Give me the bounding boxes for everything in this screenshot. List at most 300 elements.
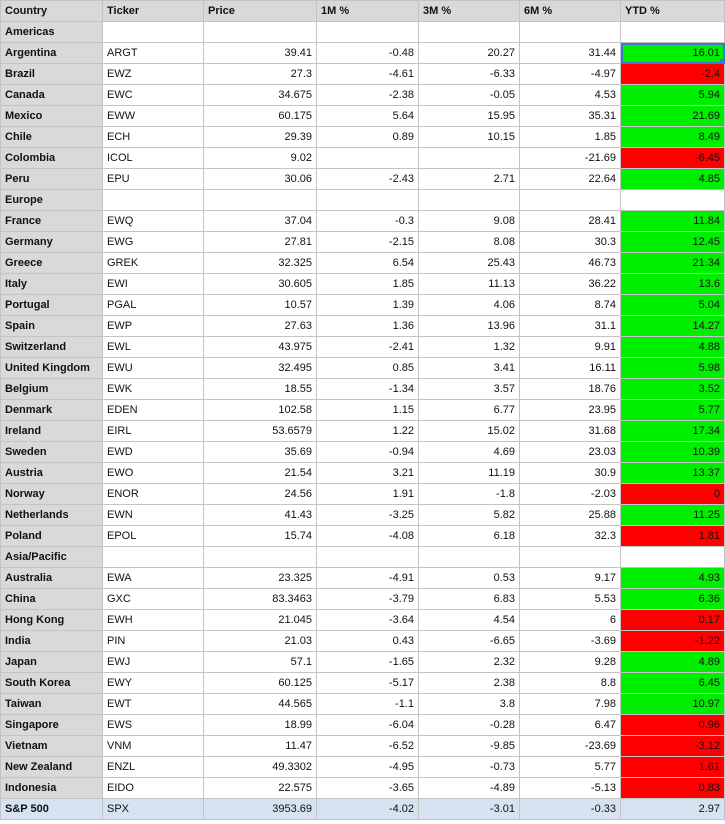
- country-cell[interactable]: Poland: [1, 526, 103, 547]
- price-cell[interactable]: 39.41: [204, 43, 317, 64]
- six-month-cell[interactable]: -5.13: [520, 778, 621, 799]
- three-month-cell[interactable]: 6.18: [419, 526, 520, 547]
- ytd-cell[interactable]: 0.17: [621, 610, 725, 631]
- table-row: [1, 127, 725, 148]
- three-month-cell[interactable]: 20.27: [419, 43, 520, 64]
- price-cell[interactable]: 32.495: [204, 358, 317, 379]
- ticker-cell[interactable]: EWH: [103, 610, 204, 631]
- six-month-cell[interactable]: 1.85: [520, 127, 621, 148]
- price-cell[interactable]: 24.56: [204, 484, 317, 505]
- one-month-cell[interactable]: -6.52: [317, 736, 419, 757]
- ytd-cell[interactable]: 1.61: [621, 757, 725, 778]
- country-cell[interactable]: Switzerland: [1, 337, 103, 358]
- six-month-cell[interactable]: 30.3: [520, 232, 621, 253]
- one-month-cell[interactable]: -3.25: [317, 505, 419, 526]
- ytd-cell[interactable]: -6.45: [621, 148, 725, 169]
- group-label-cell[interactable]: Europe: [1, 190, 103, 211]
- price-cell[interactable]: 34.675: [204, 85, 317, 106]
- price-cell[interactable]: 44.565: [204, 694, 317, 715]
- price-cell[interactable]: 27.3: [204, 64, 317, 85]
- table-row: [1, 442, 725, 463]
- ytd-cell[interactable]: 4.89: [621, 652, 725, 673]
- country-cell[interactable]: Vietnam: [1, 736, 103, 757]
- empty-cell[interactable]: [103, 22, 204, 43]
- ytd-cell[interactable]: 10.97: [621, 694, 725, 715]
- six-month-cell[interactable]: 9.17: [520, 568, 621, 589]
- table-row: [1, 421, 725, 442]
- six-month-cell[interactable]: 7.98: [520, 694, 621, 715]
- three-month-cell[interactable]: 4.06: [419, 295, 520, 316]
- ticker-cell[interactable]: ICOL: [103, 148, 204, 169]
- one-month-cell[interactable]: 1.91: [317, 484, 419, 505]
- ytd-cell[interactable]: 0.96: [621, 715, 725, 736]
- empty-cell[interactable]: [103, 547, 204, 568]
- price-cell[interactable]: 102.58: [204, 400, 317, 421]
- price-cell[interactable]: 41.43: [204, 505, 317, 526]
- ticker-cell[interactable]: EWQ: [103, 211, 204, 232]
- empty-cell[interactable]: [419, 190, 520, 211]
- three-month-cell[interactable]: 6.77: [419, 400, 520, 421]
- price-cell[interactable]: 43.975: [204, 337, 317, 358]
- price-cell[interactable]: 3953.69: [204, 799, 317, 820]
- ytd-cell[interactable]: 5.98: [621, 358, 725, 379]
- ticker-cell[interactable]: EWI: [103, 274, 204, 295]
- ytd-cell[interactable]: -2.4: [621, 64, 725, 85]
- ytd-cell[interactable]: 4.85: [621, 169, 725, 190]
- three-month-cell[interactable]: -1.8: [419, 484, 520, 505]
- ytd-cell[interactable]: 4.88: [621, 337, 725, 358]
- one-month-cell[interactable]: -3.65: [317, 778, 419, 799]
- one-month-cell[interactable]: -2.41: [317, 337, 419, 358]
- three-month-cell[interactable]: -6.33: [419, 64, 520, 85]
- ticker-cell[interactable]: EWL: [103, 337, 204, 358]
- six-month-cell[interactable]: 23.95: [520, 400, 621, 421]
- ytd-cell[interactable]: -3.12: [621, 736, 725, 757]
- header-cell-6m[interactable]: 6M %: [520, 1, 621, 22]
- ytd-cell[interactable]: 4.93: [621, 568, 725, 589]
- empty-cell[interactable]: [419, 22, 520, 43]
- ytd-cell[interactable]: -1.22: [621, 631, 725, 652]
- price-cell[interactable]: 10.57: [204, 295, 317, 316]
- ticker-cell[interactable]: EWW: [103, 106, 204, 127]
- one-month-cell[interactable]: 1.15: [317, 400, 419, 421]
- ticker-cell[interactable]: EPOL: [103, 526, 204, 547]
- six-month-cell[interactable]: 4.53: [520, 85, 621, 106]
- ticker-cell[interactable]: EDEN: [103, 400, 204, 421]
- three-month-cell[interactable]: -0.73: [419, 757, 520, 778]
- ytd-cell[interactable]: 14.27: [621, 316, 725, 337]
- country-cell[interactable]: Mexico: [1, 106, 103, 127]
- header-cell-ytd[interactable]: YTD %: [621, 1, 725, 22]
- price-cell[interactable]: 30.605: [204, 274, 317, 295]
- ytd-cell[interactable]: 10.39: [621, 442, 725, 463]
- header-cell-country[interactable]: Country: [1, 1, 103, 22]
- price-cell[interactable]: 21.03: [204, 631, 317, 652]
- six-month-cell[interactable]: 16.11: [520, 358, 621, 379]
- three-month-cell[interactable]: -0.28: [419, 715, 520, 736]
- price-cell[interactable]: 35.69: [204, 442, 317, 463]
- six-month-cell[interactable]: 46.73: [520, 253, 621, 274]
- one-month-cell[interactable]: 6.54: [317, 253, 419, 274]
- ytd-cell[interactable]: 3.52: [621, 379, 725, 400]
- six-month-cell[interactable]: 36.22: [520, 274, 621, 295]
- three-month-cell[interactable]: 6.83: [419, 589, 520, 610]
- price-cell[interactable]: 15.74: [204, 526, 317, 547]
- country-cell[interactable]: United Kingdom: [1, 358, 103, 379]
- one-month-cell[interactable]: 0.85: [317, 358, 419, 379]
- country-cell[interactable]: Indonesia: [1, 778, 103, 799]
- six-month-cell[interactable]: 9.28: [520, 652, 621, 673]
- three-month-cell[interactable]: 2.32: [419, 652, 520, 673]
- ytd-cell[interactable]: 6.36: [621, 589, 725, 610]
- ytd-cell[interactable]: 13.37: [621, 463, 725, 484]
- six-month-cell[interactable]: 31.44: [520, 43, 621, 64]
- one-month-cell[interactable]: -1.1: [317, 694, 419, 715]
- price-cell[interactable]: 30.06: [204, 169, 317, 190]
- three-month-cell[interactable]: 15.95: [419, 106, 520, 127]
- ticker-cell[interactable]: ENZL: [103, 757, 204, 778]
- three-month-cell[interactable]: 2.71: [419, 169, 520, 190]
- six-month-cell[interactable]: 5.77: [520, 757, 621, 778]
- three-month-cell[interactable]: 13.96: [419, 316, 520, 337]
- empty-cell[interactable]: [204, 22, 317, 43]
- table-row: [1, 463, 725, 484]
- price-cell[interactable]: 18.99: [204, 715, 317, 736]
- ticker-cell[interactable]: EWK: [103, 379, 204, 400]
- ticker-cell[interactable]: EWJ: [103, 652, 204, 673]
- ticker-cell[interactable]: GREK: [103, 253, 204, 274]
- six-month-cell[interactable]: 8.74: [520, 295, 621, 316]
- table-row: [1, 526, 725, 547]
- table-row: [1, 379, 725, 400]
- ytd-cell[interactable]: 8.49: [621, 127, 725, 148]
- ytd-cell[interactable]: 2.97: [621, 799, 725, 820]
- three-month-cell[interactable]: 4.69: [419, 442, 520, 463]
- one-month-cell[interactable]: -4.91: [317, 568, 419, 589]
- header-cell-ticker[interactable]: Ticker: [103, 1, 204, 22]
- price-cell[interactable]: 37.04: [204, 211, 317, 232]
- six-month-cell[interactable]: 25.88: [520, 505, 621, 526]
- country-cell[interactable]: China: [1, 589, 103, 610]
- empty-cell[interactable]: [317, 190, 419, 211]
- ticker-cell[interactable]: EWY: [103, 673, 204, 694]
- country-cell[interactable]: Taiwan: [1, 694, 103, 715]
- country-cell[interactable]: New Zealand: [1, 757, 103, 778]
- three-month-cell[interactable]: 3.8: [419, 694, 520, 715]
- three-month-cell[interactable]: 9.08: [419, 211, 520, 232]
- one-month-cell[interactable]: 0.43: [317, 631, 419, 652]
- one-month-cell[interactable]: -2.15: [317, 232, 419, 253]
- three-month-cell[interactable]: [419, 148, 520, 169]
- country-cell[interactable]: Colombia: [1, 148, 103, 169]
- three-month-cell[interactable]: -0.05: [419, 85, 520, 106]
- price-cell[interactable]: 32.325: [204, 253, 317, 274]
- one-month-cell[interactable]: -4.02: [317, 799, 419, 820]
- country-cell[interactable]: Ireland: [1, 421, 103, 442]
- country-cell[interactable]: France: [1, 211, 103, 232]
- price-cell[interactable]: 29.39: [204, 127, 317, 148]
- country-cell[interactable]: Japan: [1, 652, 103, 673]
- ticker-cell[interactable]: EWC: [103, 85, 204, 106]
- empty-cell[interactable]: [419, 547, 520, 568]
- one-month-cell[interactable]: -4.08: [317, 526, 419, 547]
- six-month-cell[interactable]: 5.53: [520, 589, 621, 610]
- country-cell[interactable]: Netherlands: [1, 505, 103, 526]
- six-month-cell[interactable]: -2.03: [520, 484, 621, 505]
- group-row: [1, 22, 725, 43]
- three-month-cell[interactable]: -9.85: [419, 736, 520, 757]
- price-cell[interactable]: 21.54: [204, 463, 317, 484]
- three-month-cell[interactable]: -4.89: [419, 778, 520, 799]
- table-row: [1, 43, 725, 64]
- six-month-cell[interactable]: 28.41: [520, 211, 621, 232]
- table-row: [1, 631, 725, 652]
- ytd-cell[interactable]: 0: [621, 484, 725, 505]
- country-cell[interactable]: Canada: [1, 85, 103, 106]
- empty-cell[interactable]: [621, 22, 725, 43]
- country-cell[interactable]: South Korea: [1, 673, 103, 694]
- six-month-cell[interactable]: 31.1: [520, 316, 621, 337]
- three-month-cell[interactable]: 8.08: [419, 232, 520, 253]
- empty-cell[interactable]: [520, 190, 621, 211]
- three-month-cell[interactable]: 25.43: [419, 253, 520, 274]
- three-month-cell[interactable]: -6.65: [419, 631, 520, 652]
- total-row: [1, 799, 725, 820]
- six-month-cell[interactable]: 32.3: [520, 526, 621, 547]
- ticker-cell[interactable]: EWD: [103, 442, 204, 463]
- three-month-cell[interactable]: 2.38: [419, 673, 520, 694]
- country-cell[interactable]: India: [1, 631, 103, 652]
- ticker-cell[interactable]: EWZ: [103, 64, 204, 85]
- ticker-cell[interactable]: EPU: [103, 169, 204, 190]
- ytd-cell[interactable]: 1.81: [621, 526, 725, 547]
- country-cell[interactable]: Denmark: [1, 400, 103, 421]
- price-cell[interactable]: 21.045: [204, 610, 317, 631]
- table-row: [1, 589, 725, 610]
- fill-handle[interactable]: [720, 59, 725, 64]
- ticker-cell[interactable]: EWG: [103, 232, 204, 253]
- ytd-cell[interactable]: 6.45: [621, 673, 725, 694]
- table-row: [1, 358, 725, 379]
- one-month-cell[interactable]: -4.95: [317, 757, 419, 778]
- ticker-cell[interactable]: VNM: [103, 736, 204, 757]
- table-row: [1, 337, 725, 358]
- ytd-cell[interactable]: 12.45: [621, 232, 725, 253]
- table-row: [1, 673, 725, 694]
- one-month-cell[interactable]: 1.85: [317, 274, 419, 295]
- one-month-cell[interactable]: -2.43: [317, 169, 419, 190]
- one-month-cell[interactable]: [317, 148, 419, 169]
- header-cell-3m[interactable]: 3M %: [419, 1, 520, 22]
- empty-cell[interactable]: [621, 190, 725, 211]
- price-cell[interactable]: 27.63: [204, 316, 317, 337]
- six-month-cell[interactable]: 6: [520, 610, 621, 631]
- ticker-cell[interactable]: EWU: [103, 358, 204, 379]
- one-month-cell[interactable]: 1.36: [317, 316, 419, 337]
- table-row: [1, 295, 725, 316]
- table-row: [1, 400, 725, 421]
- six-month-cell[interactable]: 23.03: [520, 442, 621, 463]
- three-month-cell[interactable]: -3.01: [419, 799, 520, 820]
- table-row: [1, 694, 725, 715]
- ytd-cell[interactable]: 21.34: [621, 253, 725, 274]
- empty-cell[interactable]: [317, 547, 419, 568]
- one-month-cell[interactable]: -0.3: [317, 211, 419, 232]
- three-month-cell[interactable]: 10.15: [419, 127, 520, 148]
- country-cell[interactable]: Italy: [1, 274, 103, 295]
- price-cell[interactable]: 22.575: [204, 778, 317, 799]
- one-month-cell[interactable]: 1.22: [317, 421, 419, 442]
- empty-cell[interactable]: [204, 547, 317, 568]
- one-month-cell[interactable]: -1.65: [317, 652, 419, 673]
- ytd-cell[interactable]: 0.83: [621, 778, 725, 799]
- country-cell[interactable]: Brazil: [1, 64, 103, 85]
- six-month-cell[interactable]: 31.68: [520, 421, 621, 442]
- one-month-cell[interactable]: -1.34: [317, 379, 419, 400]
- six-month-cell[interactable]: 30.9: [520, 463, 621, 484]
- country-cell[interactable]: Austria: [1, 463, 103, 484]
- three-month-cell[interactable]: 5.82: [419, 505, 520, 526]
- price-cell[interactable]: 9.02: [204, 148, 317, 169]
- header-cell-price[interactable]: Price: [204, 1, 317, 22]
- six-month-cell[interactable]: 35.31: [520, 106, 621, 127]
- ticker-cell[interactable]: EWN: [103, 505, 204, 526]
- price-cell[interactable]: 11.47: [204, 736, 317, 757]
- ytd-cell[interactable]: 17.34: [621, 421, 725, 442]
- six-month-cell[interactable]: -0.33: [520, 799, 621, 820]
- country-cell[interactable]: Belgium: [1, 379, 103, 400]
- six-month-cell[interactable]: 18.76: [520, 379, 621, 400]
- price-cell[interactable]: 60.175: [204, 106, 317, 127]
- ytd-cell-selected[interactable]: 16.01: [621, 43, 725, 64]
- six-month-cell[interactable]: 6.47: [520, 715, 621, 736]
- ytd-cell[interactable]: 5.04: [621, 295, 725, 316]
- country-cell[interactable]: Hong Kong: [1, 610, 103, 631]
- six-month-cell[interactable]: 22.64: [520, 169, 621, 190]
- ytd-cell[interactable]: 5.77: [621, 400, 725, 421]
- three-month-cell[interactable]: 11.13: [419, 274, 520, 295]
- empty-cell[interactable]: [621, 547, 725, 568]
- empty-cell[interactable]: [520, 22, 621, 43]
- three-month-cell[interactable]: 15.02: [419, 421, 520, 442]
- country-cell[interactable]: Portugal: [1, 295, 103, 316]
- three-month-cell[interactable]: 11.19: [419, 463, 520, 484]
- price-cell[interactable]: 27.81: [204, 232, 317, 253]
- one-month-cell[interactable]: -3.64: [317, 610, 419, 631]
- ticker-cell[interactable]: EWA: [103, 568, 204, 589]
- country-cell[interactable]: Peru: [1, 169, 103, 190]
- empty-cell[interactable]: [204, 190, 317, 211]
- country-cell[interactable]: Sweden: [1, 442, 103, 463]
- country-cell[interactable]: Argentina: [1, 43, 103, 64]
- ytd-cell[interactable]: 11.25: [621, 505, 725, 526]
- six-month-cell[interactable]: -23.69: [520, 736, 621, 757]
- price-cell[interactable]: 23.325: [204, 568, 317, 589]
- table-row: [1, 484, 725, 505]
- table-row: [1, 148, 725, 169]
- six-month-cell[interactable]: -4.97: [520, 64, 621, 85]
- one-month-cell[interactable]: -2.38: [317, 85, 419, 106]
- header-cell-1m[interactable]: 1M %: [317, 1, 419, 22]
- one-month-cell[interactable]: 5.64: [317, 106, 419, 127]
- one-month-cell[interactable]: -4.61: [317, 64, 419, 85]
- empty-cell[interactable]: [103, 190, 204, 211]
- ticker-cell[interactable]: ECH: [103, 127, 204, 148]
- one-month-cell[interactable]: -6.04: [317, 715, 419, 736]
- six-month-cell[interactable]: 8.8: [520, 673, 621, 694]
- country-cell[interactable]: Greece: [1, 253, 103, 274]
- ticker-cell[interactable]: EWS: [103, 715, 204, 736]
- ticker-cell[interactable]: PIN: [103, 631, 204, 652]
- three-month-cell[interactable]: 4.54: [419, 610, 520, 631]
- ticker-cell[interactable]: EIDO: [103, 778, 204, 799]
- group-label-cell[interactable]: Americas: [1, 22, 103, 43]
- table-row: [1, 715, 725, 736]
- ytd-cell[interactable]: 13.6: [621, 274, 725, 295]
- three-month-cell[interactable]: 1.32: [419, 337, 520, 358]
- one-month-cell[interactable]: 3.21: [317, 463, 419, 484]
- three-month-cell[interactable]: 3.57: [419, 379, 520, 400]
- table-row: [1, 778, 725, 799]
- country-cell[interactable]: Germany: [1, 232, 103, 253]
- ticker-cell[interactable]: EWO: [103, 463, 204, 484]
- ticker-cell[interactable]: ENOR: [103, 484, 204, 505]
- ticker-cell[interactable]: GXC: [103, 589, 204, 610]
- one-month-cell[interactable]: -0.94: [317, 442, 419, 463]
- three-month-cell[interactable]: 0.53: [419, 568, 520, 589]
- price-cell[interactable]: 49.3302: [204, 757, 317, 778]
- group-label-cell[interactable]: Asia/Pacific: [1, 547, 103, 568]
- empty-cell[interactable]: [317, 22, 419, 43]
- one-month-cell[interactable]: -5.17: [317, 673, 419, 694]
- ticker-cell[interactable]: EWT: [103, 694, 204, 715]
- one-month-cell[interactable]: 1.39: [317, 295, 419, 316]
- country-cell[interactable]: Australia: [1, 568, 103, 589]
- ytd-cell[interactable]: 21.69: [621, 106, 725, 127]
- country-cell[interactable]: S&P 500: [1, 799, 103, 820]
- table-row: [1, 232, 725, 253]
- country-cell[interactable]: Chile: [1, 127, 103, 148]
- table-row: [1, 85, 725, 106]
- six-month-cell[interactable]: -21.69: [520, 148, 621, 169]
- one-month-cell[interactable]: 0.89: [317, 127, 419, 148]
- table-row: [1, 106, 725, 127]
- one-month-cell[interactable]: -3.79: [317, 589, 419, 610]
- ticker-cell[interactable]: EWP: [103, 316, 204, 337]
- six-month-cell[interactable]: -3.69: [520, 631, 621, 652]
- price-cell[interactable]: 57.1: [204, 652, 317, 673]
- price-cell[interactable]: 53.6579: [204, 421, 317, 442]
- price-cell[interactable]: 18.55: [204, 379, 317, 400]
- ticker-cell[interactable]: PGAL: [103, 295, 204, 316]
- country-cell[interactable]: Norway: [1, 484, 103, 505]
- six-month-cell[interactable]: 9.91: [520, 337, 621, 358]
- country-cell[interactable]: Spain: [1, 316, 103, 337]
- three-month-cell[interactable]: 3.41: [419, 358, 520, 379]
- ticker-cell[interactable]: EIRL: [103, 421, 204, 442]
- ticker-cell[interactable]: ARGT: [103, 43, 204, 64]
- country-cell[interactable]: Singapore: [1, 715, 103, 736]
- ticker-cell[interactable]: SPX: [103, 799, 204, 820]
- ytd-cell[interactable]: 5.94: [621, 85, 725, 106]
- table-row: [1, 568, 725, 589]
- table-row: [1, 652, 725, 673]
- one-month-cell[interactable]: -0.48: [317, 43, 419, 64]
- price-cell[interactable]: 83.3463: [204, 589, 317, 610]
- empty-cell[interactable]: [520, 547, 621, 568]
- price-cell[interactable]: 60.125: [204, 673, 317, 694]
- ytd-cell[interactable]: 11.84: [621, 211, 725, 232]
